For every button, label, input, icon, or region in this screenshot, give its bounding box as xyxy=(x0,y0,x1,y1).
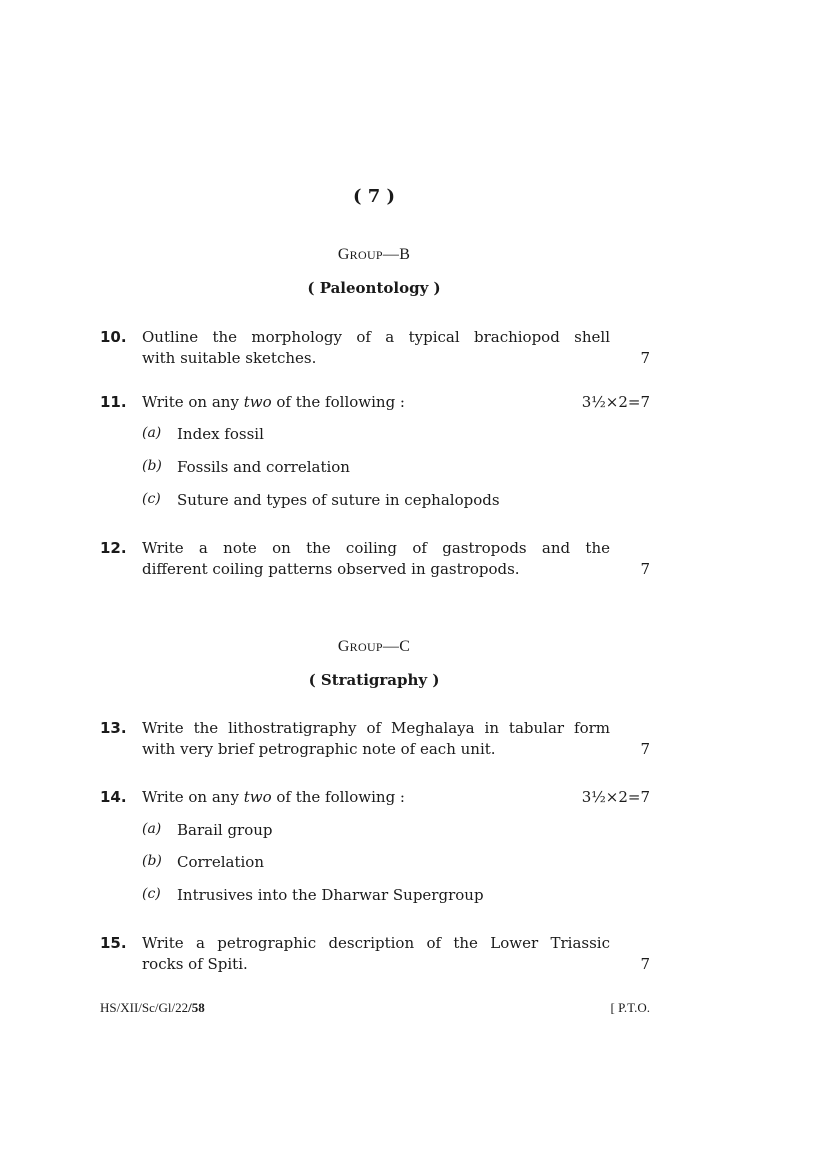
question-number: 10. xyxy=(100,328,127,346)
question-text-emphasis: two xyxy=(243,788,272,806)
pto-label: [ P.T.O. xyxy=(610,1000,650,1015)
question-text-after: of the following : xyxy=(271,788,405,806)
item-label: (c) xyxy=(142,886,161,902)
item-label: (b) xyxy=(142,458,162,474)
group-b-heading-suffix: —B xyxy=(382,246,411,263)
page-number: ( 7 ) xyxy=(352,186,396,207)
group-b-heading-first: G xyxy=(337,246,350,263)
question-marks: 3½×2=7 xyxy=(581,788,650,806)
question-text-emphasis: two xyxy=(243,393,272,411)
group-c-heading-suffix: —C xyxy=(382,638,411,655)
item-label: (a) xyxy=(142,821,162,837)
group-c-heading xyxy=(0,638,748,656)
question-text-line1: Write a note on the coiling of gastropods and the xyxy=(142,539,610,557)
item-label: (b) xyxy=(142,853,162,869)
question-text-line2: with very brief petrographic note of each unit. xyxy=(142,740,496,758)
group-b-subtitle: ( Paleontology ) xyxy=(307,279,441,297)
question-text xyxy=(142,392,610,413)
question-text-line1: Write a petrographic description of the Lower Triassic xyxy=(142,934,610,952)
question-number: 15. xyxy=(100,934,127,952)
question-text-after: of the following : xyxy=(271,393,405,411)
question-text-line2: rocks of Spiti. xyxy=(142,955,248,973)
question-number: 12. xyxy=(100,539,127,557)
question-text-before: Write on any xyxy=(142,788,244,806)
question-marks: 7 xyxy=(640,560,650,578)
item-text: Intrusives into the Dharwar Supergroup xyxy=(177,886,484,904)
question-text xyxy=(142,787,610,808)
item-text: Fossils and correlation xyxy=(177,458,350,476)
group-b-heading-rest: ROUP xyxy=(349,248,383,262)
group-c-heading-rest: ROUP xyxy=(349,640,383,654)
question-text-line1: Outline the morphology of a typical brachiopod shell xyxy=(142,328,610,346)
paper-code-prefix: HS/XII/Sc/Gl/22 xyxy=(100,1000,189,1015)
question-marks: 3½×2=7 xyxy=(581,393,650,411)
question-marks: 7 xyxy=(640,349,650,367)
question-number: 13. xyxy=(100,719,127,737)
item-text: Suture and types of suture in cephalopods xyxy=(177,491,500,509)
question-number: 11. xyxy=(100,393,127,411)
item-label: (a) xyxy=(142,425,162,441)
question-text-line2: different coiling patterns observed in gastropods. xyxy=(142,560,520,578)
paper-code xyxy=(100,1000,205,1016)
paper-code-suffix: /58 xyxy=(188,1000,205,1015)
item-label: (c) xyxy=(142,491,161,507)
question-marks: 7 xyxy=(640,740,650,758)
question-text-line2: with suitable sketches. xyxy=(142,349,317,367)
group-c-subtitle: ( Stratigraphy ) xyxy=(308,671,440,689)
item-text: Index fossil xyxy=(177,425,264,443)
item-text: Barail group xyxy=(177,821,273,839)
group-c-heading-first: G xyxy=(337,638,350,655)
question-number: 14. xyxy=(100,788,127,806)
item-text: Correlation xyxy=(177,853,264,871)
question-text-line1: Write the lithostratigraphy of Meghalaya in tabular form xyxy=(142,719,610,737)
question-marks: 7 xyxy=(640,955,650,973)
question-text-before: Write on any xyxy=(142,393,244,411)
group-b-heading xyxy=(0,246,748,264)
